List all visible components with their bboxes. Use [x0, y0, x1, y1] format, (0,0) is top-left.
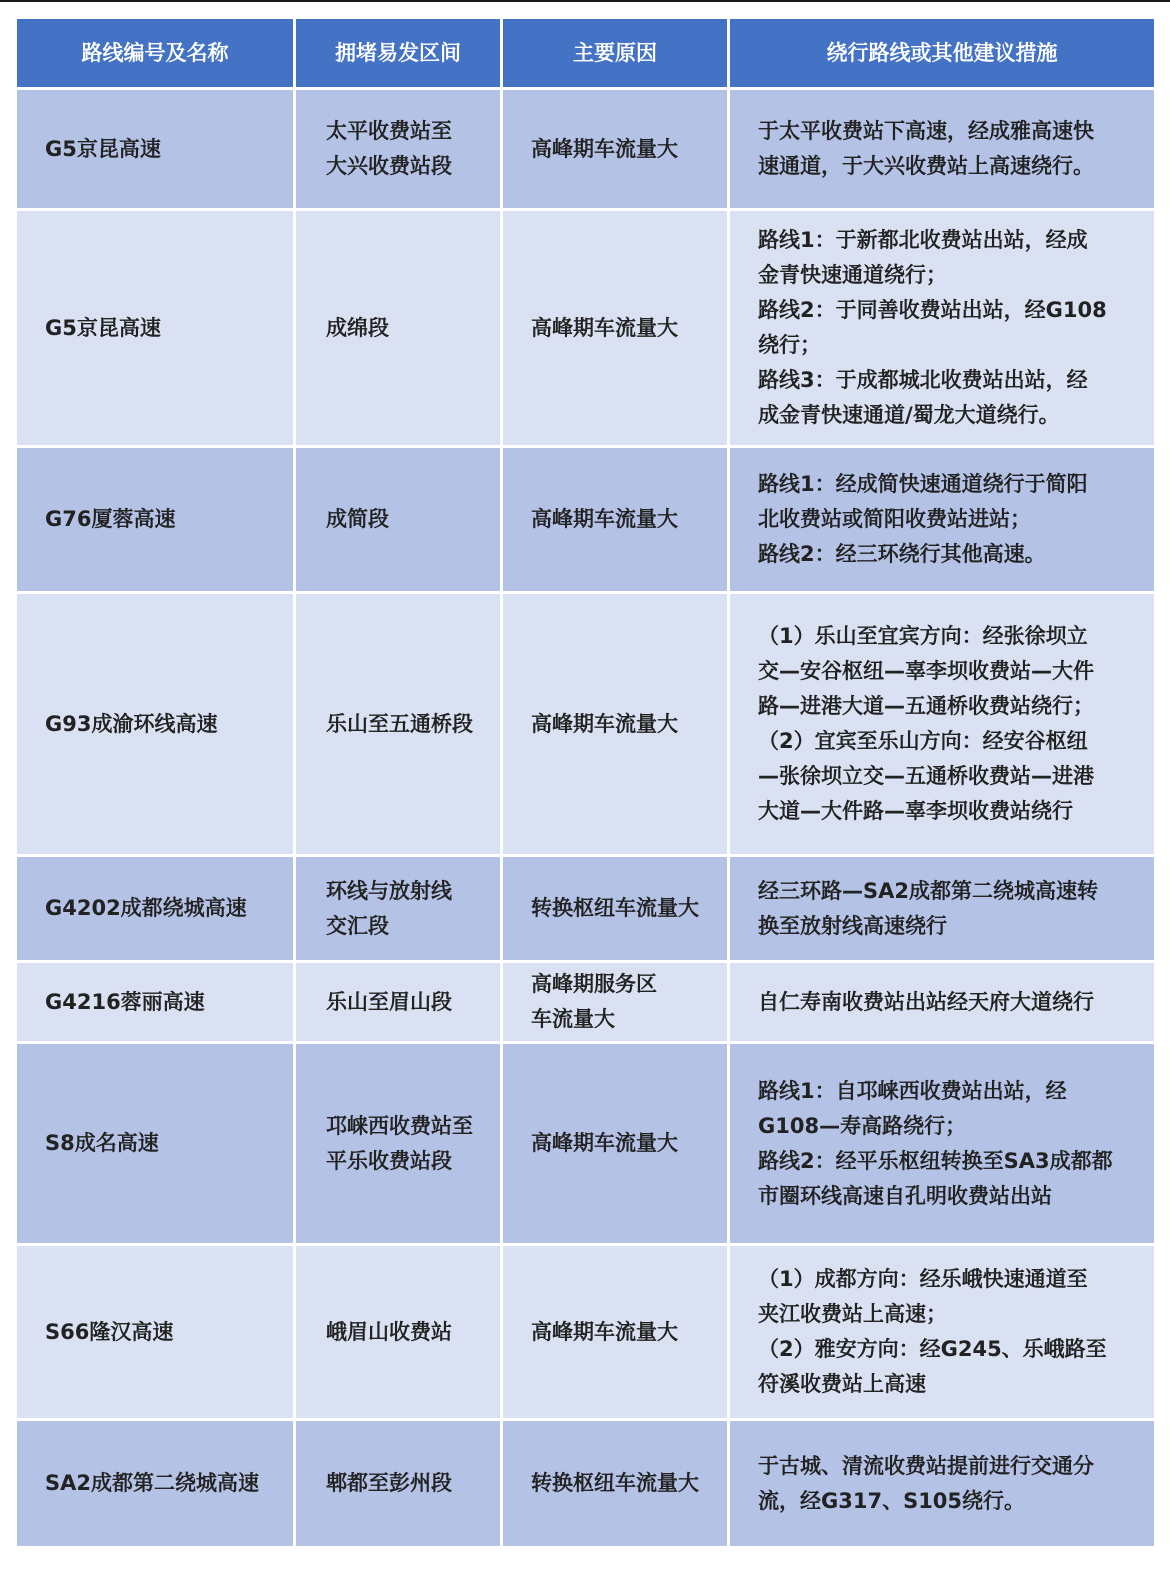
table-row	[16, 447, 1156, 593]
detour-cell	[729, 962, 1156, 1043]
detour-cell-line: 北收费站或简阳收费站进站；	[758, 507, 1031, 531]
detour-cell-line: （1）成都方向：经乐峨快速通道至	[758, 1267, 1088, 1291]
reason-cell	[502, 447, 729, 593]
detour-cell-line: 路线1：于新都北收费站出站，经成	[758, 228, 1088, 252]
section-cell	[295, 1043, 502, 1245]
header-reason: 主要原因	[502, 18, 729, 89]
table-container	[14, 16, 1154, 1549]
detour-cell	[729, 1420, 1156, 1548]
detour-cell-line: 路线1：经成简快速通道绕行于简阳	[758, 472, 1088, 496]
detour-cell	[729, 1043, 1156, 1245]
reason-cell-line: 高峰期车流量大	[531, 1319, 678, 1344]
section-cell-line: 峨眉山收费站	[326, 1319, 452, 1344]
section-cell	[295, 962, 502, 1043]
section-cell	[295, 1245, 502, 1420]
table-row	[16, 1043, 1156, 1245]
table-row	[16, 1245, 1156, 1420]
table-row	[16, 593, 1156, 856]
section-cell	[295, 447, 502, 593]
reason-cell	[502, 856, 729, 962]
route-name-cell: G5京昆高速	[16, 89, 295, 210]
detour-cell-line: 路线3：于成都城北收费站出站，经	[758, 368, 1088, 392]
reason-cell	[502, 1420, 729, 1548]
detour-cell-line: 于太平收费站下高速，经成雅高速快	[758, 119, 1094, 143]
detour-cell	[729, 89, 1156, 210]
section-cell-line: 郫都至彭州段	[326, 1471, 452, 1495]
table-row	[16, 856, 1156, 962]
reason-cell-line: 转换枢纽车流量大	[531, 896, 699, 920]
congestion-table	[14, 16, 1157, 1549]
table-row	[16, 210, 1156, 447]
route-name-cell: S8成名高速	[16, 1043, 295, 1245]
detour-cell-line: 符溪收费站上高速	[758, 1372, 926, 1396]
table-row	[16, 962, 1156, 1043]
detour-cell	[729, 210, 1156, 447]
section-cell-line: 太平收费站至	[326, 119, 452, 143]
detour-cell-line: —张徐坝立交—五通桥收费站—进港	[758, 764, 1094, 788]
reason-cell-line: 车流量大	[531, 1007, 615, 1031]
section-cell-line: 乐山至五通桥段	[326, 711, 473, 736]
detour-cell-line: 夹江收费站上高速；	[758, 1302, 947, 1326]
section-cell	[295, 593, 502, 856]
reason-cell-line: 高峰期车流量大	[531, 711, 678, 736]
section-cell-line: 成简段	[326, 507, 389, 531]
detour-cell-line: 流，经G317、S105绕行。	[758, 1488, 1026, 1513]
reason-cell-line: 高峰期车流量大	[531, 136, 678, 161]
detour-cell-line: 于古城、清流收费站提前进行交通分	[758, 1453, 1094, 1478]
route-name-cell: G76厦蓉高速	[16, 447, 295, 593]
detour-cell-line: 路线2：经平乐枢纽转换至SA3成都都	[758, 1148, 1113, 1173]
header-row	[16, 18, 1156, 89]
reason-cell	[502, 1245, 729, 1420]
reason-cell	[502, 210, 729, 447]
route-name-cell: G93成渝环线高速	[16, 593, 295, 856]
detour-cell-line: 市圈环线高速自孔明收费站出站	[758, 1183, 1052, 1208]
detour-cell-line: 路线2：经三环绕行其他高速。	[758, 542, 1046, 566]
detour-cell	[729, 856, 1156, 962]
detour-cell-line: 路线1：自邛崃西收费站出站，经	[758, 1078, 1067, 1103]
detour-cell-line: 经三环路—SA2成都第二绕城高速转	[758, 878, 1098, 903]
reason-cell	[502, 1043, 729, 1245]
section-cell	[295, 210, 502, 447]
detour-cell-line: （2）宜宾至乐山方向：经安谷枢纽	[758, 729, 1088, 753]
detour-cell-line: 交—安谷枢纽—辜李坝收费站—大件	[758, 659, 1094, 683]
table-row	[16, 1420, 1156, 1548]
detour-cell-line: 换至放射线高速绕行	[758, 913, 947, 938]
detour-cell-line: 路线2：于同善收费站出站，经G108	[758, 298, 1107, 322]
section-cell	[295, 856, 502, 962]
detour-cell	[729, 1245, 1156, 1420]
section-cell-line: 乐山至眉山段	[326, 989, 452, 1014]
section-cell-line: 环线与放射线	[326, 878, 452, 903]
detour-cell-line: （2）雅安方向：经G245、乐峨路至	[758, 1337, 1107, 1361]
detour-cell	[729, 447, 1156, 593]
section-cell	[295, 89, 502, 210]
table-row	[16, 89, 1156, 210]
route-name-cell: G4202成都绕城高速	[16, 856, 295, 962]
header-section: 拥堵易发区间	[295, 18, 502, 89]
reason-cell-line: 高峰期车流量大	[531, 507, 678, 531]
reason-cell-line: 高峰期车流量大	[531, 1131, 678, 1155]
header-detour: 绕行路线或其他建议措施	[729, 18, 1156, 89]
table-body	[16, 89, 1156, 1548]
route-name-cell: G5京昆高速	[16, 210, 295, 447]
reason-cell-line: 转换枢纽车流量大	[531, 1471, 699, 1495]
reason-cell	[502, 962, 729, 1043]
detour-cell-line: 大道—大件路—辜李坝收费站绕行	[758, 799, 1073, 823]
section-cell-line: 平乐收费站段	[326, 1148, 452, 1173]
detour-cell-line: 金青快速通道绕行；	[758, 263, 947, 287]
detour-cell-line: 绕行；	[758, 333, 821, 357]
section-cell-line: 大兴收费站段	[326, 154, 452, 178]
section-cell-line: 邛崃西收费站至	[326, 1113, 473, 1138]
reason-cell-line: 高峰期车流量大	[531, 315, 678, 340]
header-route: 路线编号及名称	[16, 18, 295, 89]
route-name-cell: S66隆汉高速	[16, 1245, 295, 1420]
detour-cell-line: G108—寿高路绕行；	[758, 1113, 967, 1138]
route-name-cell: SA2成都第二绕城高速	[16, 1420, 295, 1548]
reason-cell-line: 高峰期服务区	[531, 972, 657, 996]
detour-cell-line: 速通道，于大兴收费站上高速绕行。	[758, 154, 1094, 178]
detour-cell-line: 路—进港大道—五通桥收费站绕行；	[758, 694, 1094, 718]
detour-cell-line: 成金青快速通道/蜀龙大道绕行。	[758, 403, 1060, 427]
section-cell-line: 交汇段	[326, 913, 389, 938]
reason-cell	[502, 593, 729, 856]
section-cell	[295, 1420, 502, 1548]
reason-cell	[502, 89, 729, 210]
detour-cell	[729, 593, 1156, 856]
detour-cell-line: （1）乐山至宜宾方向：经张徐坝立	[758, 624, 1088, 648]
section-cell-line: 成绵段	[326, 315, 389, 340]
route-name-cell: G4216蓉丽高速	[16, 962, 295, 1043]
detour-cell-line: 自仁寿南收费站出站经天府大道绕行	[758, 989, 1094, 1014]
top-rule	[0, 0, 1170, 2]
